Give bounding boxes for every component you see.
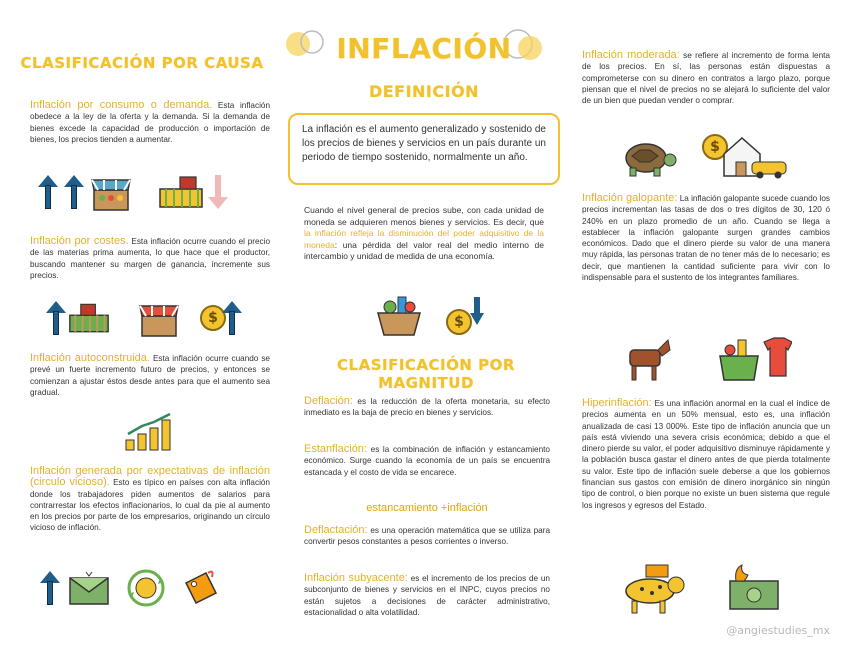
cycle-money-icon [124,568,168,608]
farm-field-icon [158,175,204,209]
decorative-circles-icon [284,26,328,62]
cause-item-expectations [30,466,270,534]
right-column [566,0,848,655]
definition-paragraph [304,205,544,263]
cause-item-title: Inflación por consumo o demanda. [30,99,213,111]
money-envelope-icon [68,570,110,606]
market-stall-icon [138,298,180,338]
arrow-up-icon [64,175,84,209]
right-item-text: se refiere al incremento de forma lenta de los precios. En sí, las personas están dispuestas a comprometerse con su dinero en contratos a largo plazo, porque piensan que el nivel de precios no se alejará lo suficiente del valor de un bien que puedan vender o comprar. [582,51,830,106]
magnitude-item-core [304,573,550,618]
arrow-up-icon [222,301,242,335]
cause-item-autobuilt [30,353,270,398]
market-stall-icon [90,172,132,212]
costs-icons [46,298,266,338]
price-tag-fire-icon [180,569,220,607]
watermark: @angiestudies_mx [726,624,830,637]
growth-coins-chart-icon [124,412,174,452]
arrow-up-icon [46,301,66,335]
magnitude-item-text: es el incremento de los precios de un subconjunto de bienes y servicios en el INPC, cuyos precios no están sujetos a decisiones de carácter administrativo, estacionalidad o alta volatilidad. [304,574,550,617]
definition-icons [374,292,514,338]
right-item-galloping [582,193,830,283]
arrow-up-icon [38,175,58,209]
right-item-moderate [582,50,830,106]
page-title: INFLACIÓN [336,32,512,65]
cause-item-text: Esta inflación obedece a la ley de la oferta y la demanda. Si la demanda de bienes excede la capacidad de producción o importación de bienes, los precios tienden a aumentar. [30,101,270,144]
stagflation-formula: estancamiento +inflación [366,502,488,514]
coin-icon: $ [702,134,728,160]
arrow-up-icon [40,571,60,605]
groceries-shirt-icon [718,336,792,382]
cause-item-demand [30,100,270,145]
expectations-icons [40,566,270,610]
left-column [0,0,282,655]
middle-column [282,0,566,655]
definition-heading: DEFINICIÓN [368,82,480,101]
magnitude-item-text: es una operación matemática que se utiliza para convertir pesos constantes a pesos corrientes o inverso. [304,526,550,547]
cause-heading: CLASIFICACIÓN POR CAUSA [20,54,264,72]
magnitude-item-title: Estanflación: [304,443,367,455]
turtle-icon [618,134,678,180]
arrow-down-icon [208,175,228,209]
shopping-basket-icon [374,293,424,337]
arrow-down-icon [470,297,484,327]
definition-highlight: la inflación refleja la disminución del poder adquisitivo de la moneda [304,228,544,250]
definition-text-before: Cuando el nivel general de precios sube, con cada unidad de moneda se adquieren menos bienes y servicios. Es decir, que [304,205,544,227]
right-item-title: Inflación galopante: [582,192,678,204]
definition-text-after: : una pérdida del valor real del medio interno de intercambio y unidad de medida de una economía. [304,239,544,262]
magnitude-item-title: Deflación: [304,395,353,407]
right-item-title: Hiperinflación: [582,397,652,409]
burning-money-icon [726,563,782,613]
moderate-icons [618,132,828,182]
cause-item-text: Esta inflación ocurre cuando el precio de las materias prima aumenta, lo que hace que el productor, buscando mantener su margen de ganancia, incremente sus precios. [30,237,270,280]
magnitude-item-deflation [304,396,550,419]
farm-field-icon [68,301,110,335]
magnitude-item-stagflation [304,444,550,478]
cause-item-text: Esto es típico en países con alta inflación donde los trabajadores piden aumentos de salarios para contrarrestar los efectos inflacionarios, lo cual da pie al aumento en los precios por parte de los empresarios, originando un círculo vicioso de inflación. [30,478,270,533]
demand-icons [38,172,258,212]
house-car-icon [722,134,788,180]
coin-icon: $ [446,309,472,335]
magnitude-item-text: es la combinación de inflación y estancamiento económico. Surge cuando la economía de un país se encuentra estancada y el costo de vida se encarece. [304,445,550,477]
magnitude-heading: CLASIFICACIÓN POR MAGNITUD [337,356,515,392]
right-item-text: Es una inflación anormal en la cual el índice de precios aumenta en un 50% mensual, esto es, una inflación anualizada de casi 13 000%. Este tipo de inflación anuncia que un país está viviendo una severa crisis económica; debido a que el dinero pierde su valor, el poder adquisitivo disminuye rápidamente y la población busca gastar el dinero antes de que pierda totalmente su valor. Este tipo de inflación suele deberse a que los gobiernos financian sus gastos con emisión de dinero inorgánico sin ningún tipo de control, o bien porque no existe un buen sistema que regule los ingresos y egresos del Estado. [582,399,830,510]
cause-item-costs [30,236,270,281]
galloping-icons [624,334,824,384]
magnitude-item-text: es la reducción de la oferta monetaria, su efecto inmediato es la baja de precio en bienes y servicios. [304,397,550,418]
magnitude-item-title: Inflación subyacente: [304,572,408,584]
right-item-hyperinflation [582,398,830,511]
horse-icon [624,336,672,382]
magnitude-item-deflaction [304,525,550,548]
cause-item-text: Esta inflación ocurre cuando se prevé un fuerte incremento futuro de precios, y entonces se comienzan a ajustar éstos desde antes para que el aumento sea gradual. [30,354,270,397]
right-item-text: La inflación galopante sucede cuando los precios incrementan las tasas de dos o tres dígitos de 30, 120 ó 240% en un plazo promedio de un año. Cuando se llega a establecer la inflación galopante surgen grandes cambios económicos. Dado que el dinero pierde su valor de una manera muy rápida, las personas tratan de no tener más de lo necesario; es decir, que mantienen la cantidad suficiente para vivir con lo indispensable para el sustento de los integrantes familiares. [582,194,830,283]
coin-icon: $ [200,305,226,331]
right-item-title: Inflación moderada: [582,49,680,61]
definition-box: La inflación es el aumento generalizado y sostenido de los precios de bienes y servicios en un país durante un periodo de tiempo sostenido, normalmente un año. [288,113,560,185]
cause-item-title: Inflación generada por expectativas de inflación (circulo vicioso). [30,465,270,489]
cheetah-money-icon [618,561,688,615]
magnitude-item-title: Deflactación: [304,524,368,536]
cause-item-title: Inflación por costes. [30,235,129,247]
hyperinflation-icons [618,560,828,616]
cause-item-title: Inflación autoconstruida. [30,352,150,364]
